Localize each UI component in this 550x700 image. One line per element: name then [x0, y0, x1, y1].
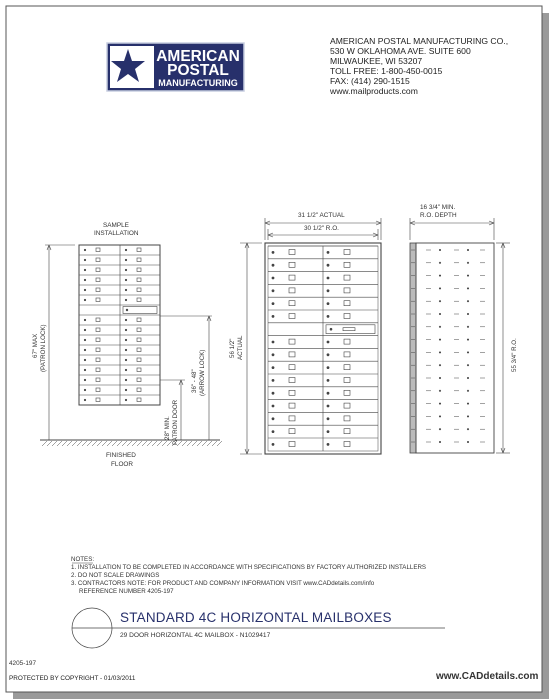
door-lock — [272, 315, 275, 318]
door-lock — [84, 349, 86, 351]
door-lock — [272, 430, 275, 433]
company-fax: FAX: (414) 290-1515 — [330, 76, 410, 86]
side-depth-1: 16 3/4" MIN. — [420, 204, 456, 211]
door-lock — [125, 259, 127, 261]
door-lock — [272, 379, 275, 382]
front-width-ro: 30 1/2" R.O. — [304, 225, 339, 232]
door-lock — [272, 405, 275, 408]
door-lock — [327, 366, 330, 369]
door-lock — [84, 389, 86, 391]
door-lock — [125, 349, 127, 351]
floor-label-1: FINISHED — [106, 452, 136, 459]
door-lock — [327, 443, 330, 446]
door-lock — [327, 302, 330, 305]
door-lock — [272, 417, 275, 420]
door-lock — [272, 353, 275, 356]
door-lock — [327, 315, 330, 318]
door-lock — [125, 319, 127, 321]
footer-site[interactable]: www.CADdetails.com — [436, 671, 539, 682]
side-height-ro: 55 3/4" R.O. — [511, 338, 518, 372]
door-lock — [327, 392, 330, 395]
sample-title-2: INSTALLATION — [94, 230, 139, 237]
door-lock — [125, 369, 127, 371]
company-toll-free: TOLL FREE: 1-800-450-0015 — [330, 66, 443, 76]
min-height-label: 28" MIN. — [164, 416, 171, 440]
footer-copyright: PROTECTED BY COPYRIGHT - 01/03/2011 — [9, 675, 136, 682]
note-3: 3. CONTRACTORS NOTE: FOR PRODUCT AND COMPANY INFORMATION VISIT www.CADdetails.com/info — [71, 580, 375, 587]
door-lock — [327, 289, 330, 292]
door-lock — [327, 430, 330, 433]
door-lock — [272, 341, 275, 344]
door-lock — [327, 353, 330, 356]
logo-line3: MANUFACTURING — [158, 78, 238, 88]
door-lock — [327, 277, 330, 280]
front-height-actual: 56 1/2" — [229, 338, 236, 358]
door-lock — [125, 249, 127, 251]
door-lock — [125, 399, 127, 401]
door-lock — [84, 299, 86, 301]
door-lock — [272, 392, 275, 395]
front-width-actual: 31 1/2" ACTUAL — [298, 212, 345, 219]
max-height-note: (PATRON LOCK) — [40, 324, 47, 372]
min-height-note: PATRON DOOR — [172, 399, 179, 445]
front-height-note: ACTUAL — [237, 335, 244, 360]
footer-ref: 4205-197 — [9, 660, 37, 667]
door-lock — [84, 339, 86, 341]
company-address-2: MILWAUKEE, WI 53207 — [330, 56, 423, 66]
door-lock — [327, 417, 330, 420]
note-2: 2. DO NOT SCALE DRAWINGS — [71, 572, 160, 579]
door-lock — [125, 289, 127, 291]
door-lock — [327, 405, 330, 408]
max-height-label: 67" MAX — [32, 333, 39, 358]
door-lock — [84, 379, 86, 381]
door-lock — [84, 249, 86, 251]
door-lock — [327, 251, 330, 254]
logo-line2: POSTAL — [167, 62, 229, 79]
company-website[interactable]: www.mailproducts.com — [330, 86, 418, 96]
door-lock — [272, 277, 275, 280]
door-lock — [272, 289, 275, 292]
drawing-title: STANDARD 4C HORIZONTAL MAILBOXES — [120, 610, 392, 625]
door-lock — [272, 366, 275, 369]
door-lock — [327, 264, 330, 267]
door-lock — [84, 289, 86, 291]
door-lock — [84, 259, 86, 261]
door-lock — [125, 339, 127, 341]
company-name: AMERICAN POSTAL MANUFACTURING CO., — [330, 36, 509, 46]
door-lock — [327, 379, 330, 382]
door-lock — [84, 279, 86, 281]
sample-title-1: SAMPLE — [103, 222, 129, 229]
note-1: 1. INSTALLATION TO BE COMPLETED IN ACCORDANCE WITH SPECIFICATIONS BY FACTORY AUTHORIZED INSTALLERS — [71, 564, 427, 571]
door-lock — [125, 279, 127, 281]
door-lock — [272, 443, 275, 446]
arrow-range-label: 36" - 48" — [191, 369, 198, 393]
door-lock — [125, 389, 127, 391]
company-address-1: 530 W OKLAHOMA AVE. SUITE 600 — [330, 46, 471, 56]
door-lock — [272, 251, 275, 254]
company-logo — [107, 43, 244, 91]
notes-heading: NOTES: — [71, 556, 95, 563]
drawing-subtitle: 29 DOOR HORIZONTAL 4C MAILBOX - N1029417 — [120, 632, 271, 639]
door-lock — [125, 359, 127, 361]
door-lock — [125, 269, 127, 271]
door-lock — [125, 379, 127, 381]
door-lock — [84, 359, 86, 361]
door-lock — [125, 299, 127, 301]
door-lock — [84, 369, 86, 371]
note-reference: REFERENCE NUMBER 4205-197 — [79, 588, 174, 595]
door-lock — [84, 319, 86, 321]
floor-label-2: FLOOR — [111, 461, 134, 468]
door-lock — [84, 399, 86, 401]
arrow-range-note: (ARROW LOCK) — [199, 349, 206, 396]
door-lock — [327, 341, 330, 344]
door-lock — [125, 329, 127, 331]
door-lock — [84, 269, 86, 271]
door-lock — [272, 302, 275, 305]
door-lock — [84, 329, 86, 331]
logo-line1: AMERICAN — [156, 48, 240, 65]
side-depth-2: R.O. DEPTH — [420, 212, 457, 219]
door-lock — [272, 264, 275, 267]
